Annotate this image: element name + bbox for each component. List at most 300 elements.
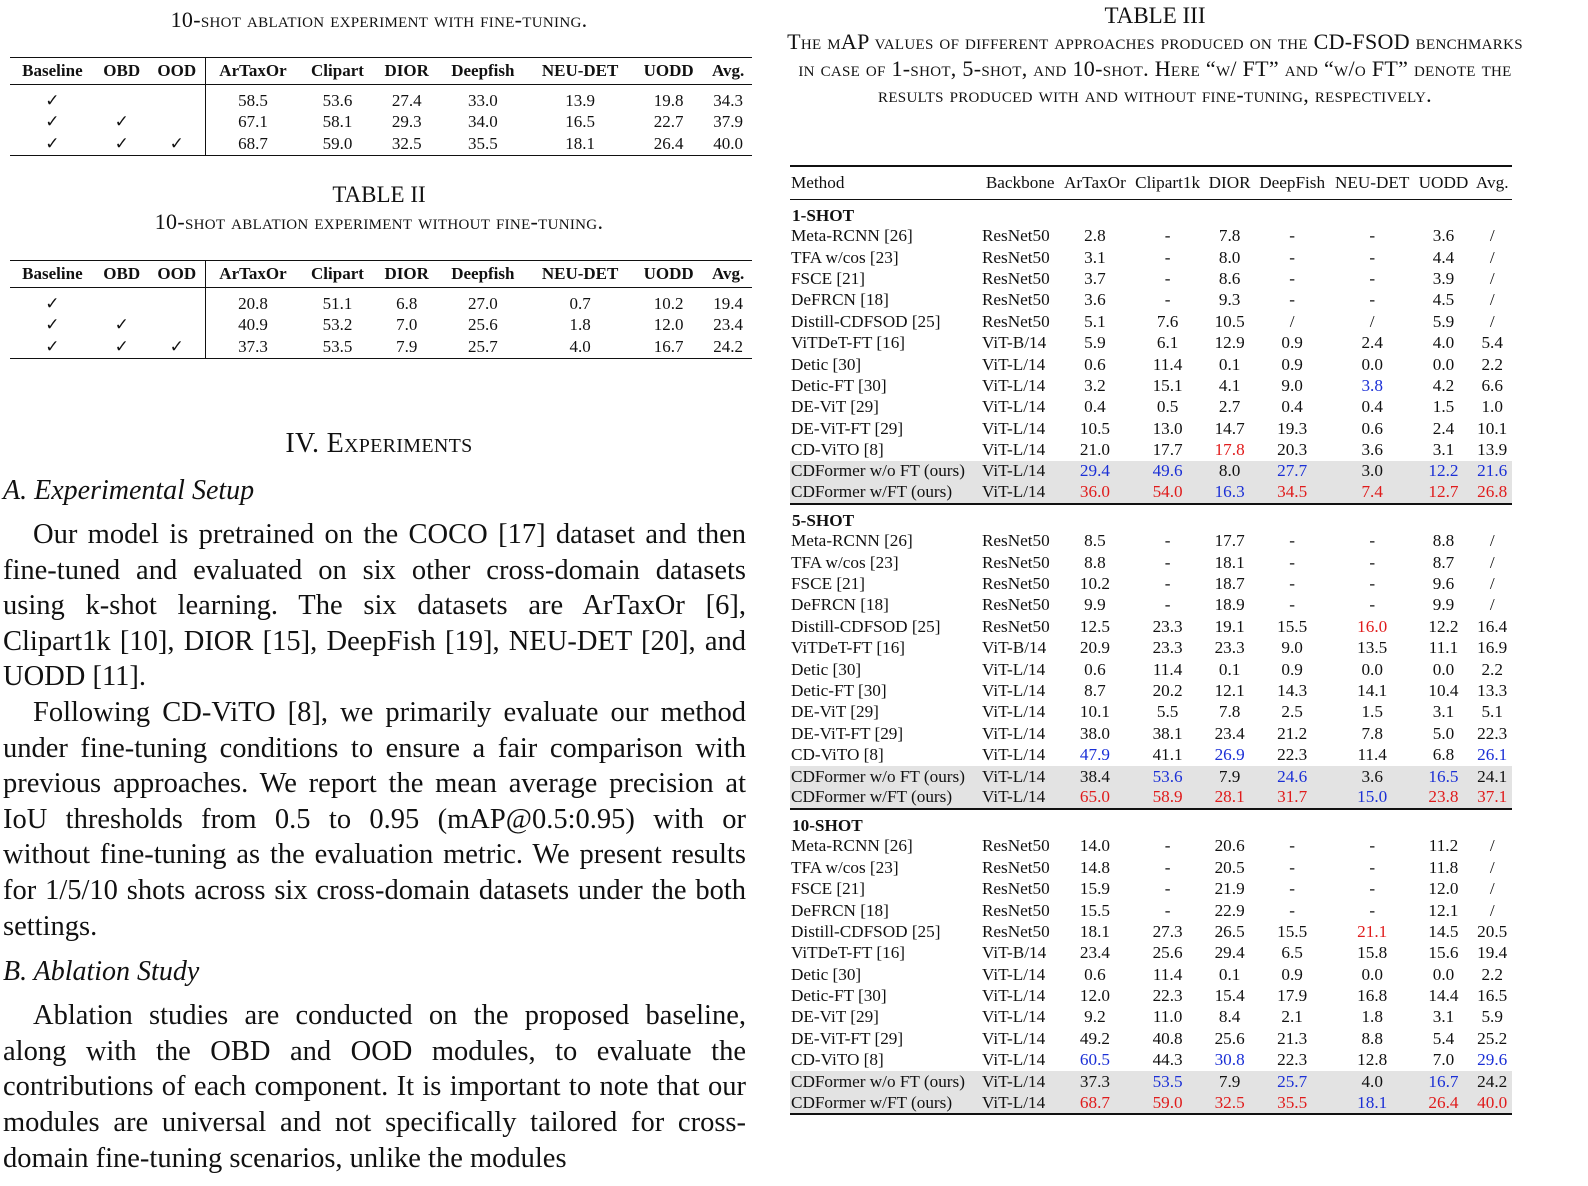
table-cell: 3.6 [1084,290,1106,310]
table-cell: 3.9 [1432,268,1455,288]
table-cell: 53.6 [1130,766,1204,787]
table-cell: 23.4 [713,315,743,334]
table-cell: / [1489,857,1495,877]
table-cell: - [1164,595,1171,615]
table-cell: 5.1 [1481,702,1503,722]
paragraph-setup: Our model is pretrained on the COCO [17] dataset and then fine-tuned and evaluated on six other cross-domain datasets using k-shot learning. The six datasets are ArTaxOr [6], Clipart1k [10], DIOR [15], DeepFish [19], NEU-DET [20], and UODD [11]. [3,519,746,693]
table-row [790,878,1512,899]
group-header-row [790,809,1512,836]
table-cell: 20.3 [1277,440,1308,460]
table-cell: 12.1 [1428,900,1459,920]
table-row [790,836,1512,857]
table2-caption [3,181,755,235]
table-row [790,857,1512,878]
table-cell: 53.5 [1130,1071,1204,1092]
table-cell: 40.0 [704,133,752,155]
table-row [790,226,1512,247]
table-row [790,397,1512,418]
table-cell: 6.1 [1156,333,1179,353]
table-cell: Meta-RCNN [26] [791,226,913,246]
header-row [10,261,752,288]
table-cell: / [1489,552,1495,572]
table-cell: ✓ [10,133,95,155]
table-cell: 3.1 [1432,1007,1455,1027]
table-cell: ViT-L/14 [981,461,1059,482]
table-row [10,288,752,315]
table-cell: 26.9 [1214,745,1245,765]
table-cell: 5.5 [1156,702,1179,722]
column-header: Baseline [10,261,95,288]
table-cell: 41.1 [1152,745,1183,765]
table-cell: 20.2 [1152,681,1183,700]
table-cell: / [1489,900,1495,920]
table-cell: 49.6 [1130,461,1204,482]
table-row [790,418,1512,439]
table-cell: 16.3 [1205,482,1255,503]
table-cell: 25.7 [1254,1071,1329,1092]
table-row [790,595,1512,616]
table-cell: 22.3 [1277,745,1308,765]
table-cell: ResNet50 [981,921,1050,941]
table-cell: ResNet50 [981,616,1050,636]
table-cell: - [1164,574,1171,594]
table-cell: 22.9 [1214,900,1245,920]
column-header: OOD [149,58,206,85]
table-cell: - [1289,268,1295,288]
table-cell: ViT-L/14 [981,440,1046,460]
column-header: OBD [95,58,149,85]
table-cell: - [1164,226,1171,246]
table-cell: 32.5 [375,133,439,155]
table2-label: TABLE II [332,182,426,207]
table-cell: DeFRCN [18] [791,900,889,920]
table-cell: 18.9 [1214,595,1245,615]
table-cell: 40.0 [1472,1092,1512,1113]
table-cell: - [1289,290,1295,310]
table-cell: 3.6 [1432,226,1455,246]
table1-caption: 10-shot ablation experiment with fine-tuning. [170,7,588,32]
table-row [790,659,1512,680]
table-cell: 31.7 [1254,787,1329,808]
table-cell: 3.1 [1432,440,1455,460]
table-cell: 23.3 [1152,616,1183,636]
table-cell: 8.8 [1084,552,1106,572]
table-cell: Detic-FT [30] [791,986,887,1006]
table-cell: 9.9 [1084,595,1106,615]
table-cell: 17.9 [1277,986,1308,1006]
table-row [10,111,752,133]
table-cell: - [1289,574,1295,594]
table-cell: DE-ViT-FT [29] [791,418,904,438]
table-cell: 6.6 [1481,375,1503,395]
table-cell: 8.6 [1218,268,1241,288]
table-row [790,638,1512,659]
results-table [790,165,1512,1115]
table-cell: 26.1 [1477,745,1508,765]
table-cell: / [1489,247,1495,267]
table-cell: - [1289,247,1295,267]
table-cell: 0.1 [1218,354,1241,374]
table-row [790,439,1512,460]
table-cell: 11.2 [1428,836,1459,856]
table-cell: 2.2 [1481,964,1503,984]
table-cell: 5.4 [1481,333,1503,353]
table-cell: 15.8 [1357,943,1388,963]
table2-caption-text: 10-shot ablation experiment without fine-tuning. [154,209,604,234]
table-cell: 4.5 [1432,290,1455,310]
table-cell: ViT-L/14 [981,787,1059,808]
table-row [790,531,1512,552]
table-cell: TFA w/cos [23] [791,552,899,572]
table-cell: ViT-L/14 [981,418,1046,438]
table-cell: 11.1 [1428,638,1459,658]
group-label: 1-SHOT [792,205,855,225]
table-cell: 53.5 [300,336,375,358]
table-cell: 0.9 [1281,659,1303,679]
table-cell: 0.0 [1432,659,1455,679]
table-cell: 11.4 [1152,354,1183,374]
table-cell: - [1164,531,1171,551]
table-cell: - [1369,531,1376,551]
table-cell: 5.9 [1481,1007,1503,1027]
table-cell: 11.4 [1357,745,1387,765]
table-row [790,290,1512,311]
table-cell: 11.0 [1152,1007,1183,1027]
table-cell: 2.7 [1218,397,1241,417]
table-cell: 7.0 [396,315,418,334]
column-header: Avg. [704,261,752,288]
table-cell: 16.9 [1477,638,1508,658]
table-cell: - [1289,595,1295,615]
table-cell: 12.0 [1079,986,1110,1006]
table-cell: 4.0 [1432,333,1455,353]
table-cell: CD-ViTO [8] [791,440,884,460]
table-cell: ViT-B/14 [981,943,1047,963]
table-cell: - [1369,879,1376,899]
table-cell: 67.1 [238,112,268,131]
table-cell: Meta-RCNN [26] [791,531,913,551]
table-cell: - [1289,879,1295,899]
table-cell: 13.9 [565,91,595,110]
table-cell: 47.9 [1079,745,1110,765]
table-cell: 7.8 [1361,723,1383,743]
table-cell: Distill-CDFSOD [25] [791,921,941,941]
table-cell: 16.7 [633,336,704,358]
table-cell: 0.9 [1281,354,1303,374]
table-cell: ViTDeT-FT [16] [791,333,906,353]
table-cell: Detic [30] [791,354,862,374]
table-cell: 9.6 [1432,574,1455,594]
table-cell: 16.5 [1415,766,1473,787]
table-cell: / [1489,290,1495,310]
table-cell: 13.9 [1477,440,1508,460]
table-cell: 0.1 [1218,964,1241,984]
table-cell: - [1369,226,1376,246]
table-cell: 19.3 [1277,418,1308,438]
table-cell: 9.9 [1432,595,1455,615]
section-body [3,517,746,1176]
table-row [790,1028,1512,1049]
table-cell: 20.8 [238,294,268,313]
table-cell: ✓ [95,133,149,155]
table-cell: 1.8 [1361,1007,1383,1027]
table-row [790,482,1512,503]
table-cell: 16.5 [1477,986,1508,1006]
column-header: ArTaxOr [1059,166,1130,199]
table-cell: 13.5 [1357,638,1388,658]
group-label: 5-SHOT [792,510,855,530]
table-row [790,247,1512,268]
table-cell: 6.8 [1432,745,1455,765]
table-cell: 22.3 [1477,723,1508,743]
column-header: UODD [633,58,704,85]
table-cell: Detic-FT [30] [791,375,887,395]
table-cell: / [1369,311,1375,331]
column-header: Avg. [1472,166,1512,199]
table-cell: 2.2 [1481,354,1503,374]
table-cell: 21.1 [1357,921,1388,941]
table-cell: 22.3 [1152,986,1183,1006]
table1-wrapper [3,57,752,156]
table-row [790,900,1512,921]
table-cell: ✓ [95,336,149,358]
table-cell: 0.6 [1084,354,1106,374]
table-cell: 18.1 [527,133,633,155]
table-cell: 5.0 [1432,723,1455,743]
table-row [790,268,1512,289]
table-cell: 3.0 [1330,461,1415,482]
table-cell: 10.4 [1428,681,1459,700]
table-cell: 2.2 [1481,659,1503,679]
table-cell: 14.3 [1277,681,1308,700]
table-cell: CDFormer w/FT (ours) [790,787,981,808]
table-cell: TFA w/cos [23] [791,247,899,267]
table-row [10,336,752,358]
table-cell: 37.9 [713,112,743,131]
subsection-a-heading: A. Experimental Setup [3,475,255,506]
table-cell: 23.4 [1214,723,1245,743]
table-cell: ResNet50 [981,226,1050,246]
table-cell: ✓ [45,315,60,334]
table-cell: 16.4 [1477,616,1508,636]
table-row [790,702,1512,723]
column-header: Avg. [704,58,752,85]
table-cell: - [1369,857,1376,877]
table-cell: 6.5 [1281,943,1303,963]
table-cell: 21.3 [1277,1028,1308,1048]
column-header: Clipart [300,261,375,288]
table-cell: ViTDeT-FT [16] [791,943,906,963]
table-cell: 59.0 [1130,1092,1204,1113]
table-cell: 12.2 [1415,461,1473,482]
table-cell: 18.7 [1214,574,1245,594]
table-cell: ✓ [45,112,60,131]
table-cell [95,288,149,315]
column-header: DIOR [375,58,439,85]
table-cell: 9.0 [1281,375,1303,395]
table-cell: 26.5 [1214,921,1245,941]
table-cell: 27.4 [391,91,422,110]
table-cell: 21.6 [1472,461,1512,482]
group-header-row [790,504,1512,531]
table-cell: 29.4 [1059,461,1130,482]
table-cell: 17.8 [1214,440,1245,460]
table-row [10,85,752,112]
table-cell: ViT-L/14 [981,964,1046,984]
table-cell: 27.0 [467,294,498,313]
table-cell: - [1369,552,1376,572]
table-cell: CDFormer w/FT (ours) [790,482,981,503]
table-row [790,311,1512,332]
table-cell: - [1369,247,1376,267]
table-cell: 53.2 [322,315,353,334]
table-cell: - [1289,226,1295,246]
table-cell: 0.4 [1084,397,1106,417]
group-header-row [790,199,1512,226]
table-cell: - [1369,290,1376,310]
column-header: ArTaxOr [205,261,300,288]
table-cell: 10.1 [1477,418,1508,438]
table-cell: ViT-L/14 [981,1050,1046,1070]
table-row [790,964,1512,985]
table-cell: 8.7 [1084,681,1106,700]
table-cell: DE-ViT [29] [791,1007,879,1027]
table-cell: 23.3 [1214,638,1245,658]
table-cell: 2.1 [1281,1007,1303,1027]
table-cell: 1.5 [1432,397,1455,417]
table-cell: 7.9 [1205,766,1255,787]
table-cell: 12.8 [1357,1050,1388,1070]
table-cell: 10.1 [1079,702,1110,722]
table-cell: 14.7 [1214,418,1245,438]
table-row [790,680,1512,701]
table-cell: Distill-CDFSOD [25] [791,616,941,636]
table-cell: 12.7 [1415,482,1473,503]
table-cell: 17.7 [1152,440,1183,460]
table-cell: 7.6 [1156,311,1179,331]
table-cell: 19.4 [1477,943,1508,963]
table-cell: CDFormer w/o FT (ours) [790,766,981,787]
table-cell: 11.8 [1428,857,1459,877]
table-row [790,1007,1512,1028]
table-cell: 5.9 [1432,311,1455,331]
table-cell: 3.7 [1084,268,1106,288]
table-cell: 2.4 [1432,418,1455,438]
table-cell: 0.6 [1084,659,1106,679]
table-row [790,766,1512,787]
table-cell: DE-ViT-FT [29] [791,723,904,743]
table-cell: 37.1 [1472,787,1512,808]
table-cell: 25.2 [1477,1028,1508,1048]
table-cell: 24.6 [1254,766,1329,787]
table-cell: 18.1 [1079,921,1110,941]
table-cell: ViT-L/14 [981,986,1046,1006]
table-cell: 12.0 [653,315,684,334]
table-cell: ✓ [45,91,60,110]
table-cell: 9.2 [1084,1007,1106,1027]
table-cell: 1.5 [1361,702,1383,722]
table-cell: 34.3 [713,91,743,110]
table-row [790,573,1512,594]
table-cell: ViT-L/14 [981,482,1059,503]
table-cell: 5.9 [1084,333,1106,353]
table-cell: 19.8 [653,91,684,110]
table-cell: 30.8 [1214,1050,1245,1070]
table-cell: 0.6 [1361,418,1383,438]
table-cell: 36.0 [1059,482,1130,503]
table-cell: 2.8 [1084,226,1106,246]
table-cell: 32.5 [1205,1092,1255,1113]
column-header: DeepFish [1254,166,1329,199]
table-cell: 11.4 [1152,964,1183,984]
table-cell: 10.2 [653,294,684,313]
table-cell: - [1369,595,1376,615]
table-cell [149,85,206,112]
table-cell: DeFRCN [18] [791,595,889,615]
table-cell: ViT-L/14 [981,397,1046,417]
table-row [790,552,1512,573]
table-cell: 58.1 [322,112,353,131]
table-cell: 38.0 [1079,723,1110,743]
column-header: ArTaxOr [205,58,300,85]
table-cell: 21.9 [1214,879,1245,899]
table-row [790,1050,1512,1071]
table-cell: 15.5 [1079,900,1110,920]
table-cell: 8.8 [1432,531,1455,551]
table-cell: 3.1 [1084,247,1106,267]
table-cell: 8.0 [1218,247,1241,267]
table-cell: 20.6 [1214,836,1245,856]
table-cell: 15.4 [1214,986,1245,1006]
table-cell: 65.0 [1059,787,1130,808]
table-cell: ViTDeT-FT [16] [791,638,906,658]
column-header: OOD [149,261,206,288]
table-cell: 12.1 [1214,681,1245,700]
table-cell: 0.6 [1084,964,1106,984]
table-cell: 10.5 [1214,311,1245,331]
table-cell: 15.6 [1428,943,1459,963]
table-cell: DE-ViT [29] [791,397,879,417]
table-cell: 18.1 [1214,552,1245,572]
table-cell: 15.1 [1152,375,1183,395]
table-cell: / [1489,226,1495,246]
table-cell: 15.0 [1330,787,1415,808]
table-cell: 23.4 [1079,943,1110,963]
table-cell: ViT-B/14 [981,333,1047,353]
table-cell: ✓ [114,315,129,334]
table-cell: 49.2 [1079,1028,1110,1048]
column-header: NEU-DET [1330,166,1415,199]
table3-caption-text: The mAP values of different approaches produced on the CD-FSOD benchmarks in case of 1-shot, 5-shot, and 10-shot. Here “w/ FT” and “w/o FT” denote the results produced with and without fine-tuning, respectively. [787,29,1523,107]
table-cell: 1.0 [1481,397,1503,417]
table-cell: 5.1 [1084,311,1106,331]
table-cell: Detic-FT [30] [791,681,887,700]
table-cell: 2.4 [1361,333,1383,353]
table-cell: 5.4 [1432,1028,1455,1048]
table-cell: ResNet50 [981,574,1050,594]
table-cell: ResNet50 [981,268,1050,288]
table-cell: 4.0 [527,336,633,358]
column-header: NEU-DET [527,261,633,288]
table-cell: - [1164,900,1171,920]
column-header: Deepfish [439,261,528,288]
table-cell: 26.4 [1415,1092,1473,1113]
table-row [790,616,1512,637]
table-cell: ✓ [149,133,206,155]
table-cell: 14.4 [1428,986,1459,1006]
table-cell: / [1489,311,1495,331]
table-cell: 12.9 [1214,333,1245,353]
